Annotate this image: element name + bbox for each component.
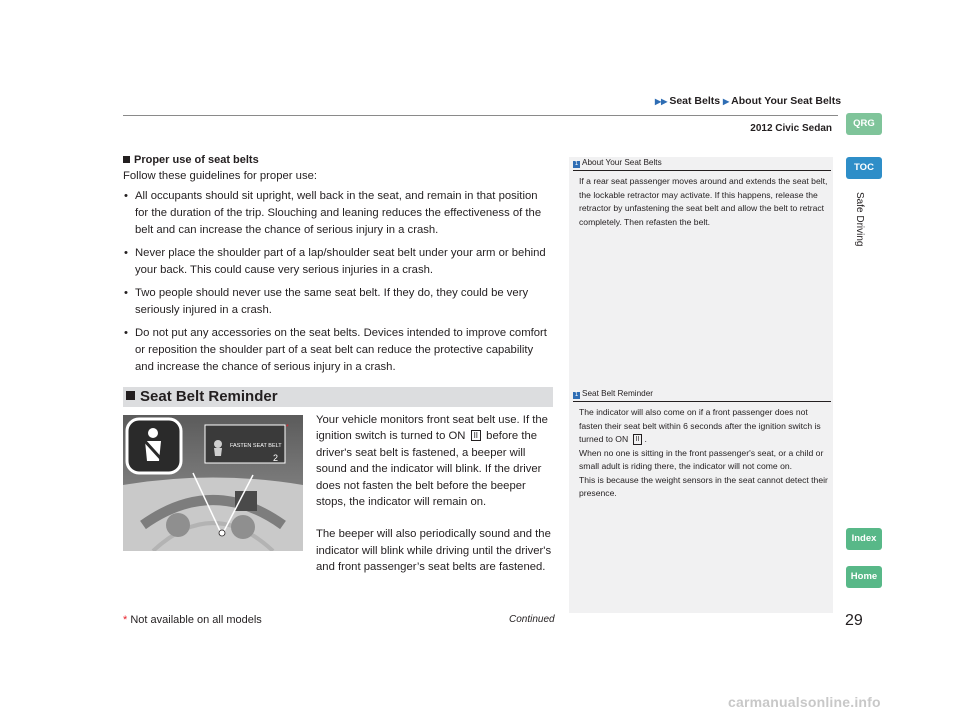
reminder-paragraph: The beeper will also periodically sound and the indicator will blink while driving until the driver's and front passenger’s seat belts are fastened. [316, 528, 552, 574]
breadcrumb-item[interactable]: About Your Seat Belts [731, 95, 842, 107]
note-icon: 1 [574, 161, 579, 167]
note-body: If a rear seat passenger moves around and extends the seat belt, the lockable retractor may activate. If this happens, release the retractor by unfastening the seat belt and allow the belt to retract completely. Then refasten the belt. [579, 176, 828, 227]
note-title: 1 Seat Belt Reminder [574, 389, 653, 398]
header-divider [123, 115, 838, 116]
section-heading: Seat Belt Reminder [126, 388, 278, 405]
list-item: • Never place the shoulder part of a lap/shoulder seat belt under your arm or behind your back. This could cause very serious injuries in a crash. [124, 247, 546, 276]
svg-text:2: 2 [273, 453, 279, 463]
section-label: Safe Driving [854, 192, 865, 247]
note-divider [573, 401, 831, 402]
index-tab[interactable]: Index [846, 528, 882, 550]
list-item: • Two people should never use the same seat belt. If they do, they could be very seriously injured in a crash. [124, 287, 529, 316]
page-number: 29 [845, 612, 863, 629]
square-bullet-icon [126, 391, 135, 400]
chevron-right-icon: ▶▶ [655, 97, 668, 106]
note-about-seat-belts [573, 158, 831, 229]
breadcrumb [655, 95, 841, 107]
note-divider [573, 170, 831, 171]
square-bullet-icon [123, 156, 130, 163]
breadcrumb-item[interactable]: Seat Belts [669, 95, 721, 107]
toc-tab[interactable]: TOC [846, 157, 882, 179]
note-body: The indicator will also come on if a front passenger does not fasten their seat belt within 6 seconds after the ignition switch is turned to ON II . When no one is sitting in the front passenger's seat, or a child or small adult is riding there, the indicator will not come on. This is because the weight sensors in the seat cannot detect their presence. [579, 407, 828, 498]
chevron-right-icon: ▶ [723, 97, 730, 106]
continued-label: Continued [509, 614, 555, 625]
home-tab[interactable]: Home [846, 566, 882, 588]
reminder-text [316, 412, 554, 592]
note-icon: 1 [574, 392, 579, 398]
svg-text:*: * [286, 424, 289, 431]
ignition-ii-icon: II [633, 434, 643, 445]
intro-text: Follow these guidelines for proper use: [123, 170, 318, 182]
ignition-ii-icon: II [471, 430, 481, 441]
seat-belt-indicator-illustration [123, 415, 303, 551]
watermark: carmanualsonline.info [728, 694, 881, 710]
reminder-paragraph: Your vehicle monitors front seat belt use. If the ignition switch is turned to ON II before the driver's seat belt is fastened, a beeper will sound and the indicator will blink. If the driver does not fasten the belt before the beeper stops, the indicator will remain on. [316, 414, 548, 509]
qrg-tab[interactable]: QRG [846, 113, 882, 135]
model-name: 2012 Civic Sedan [750, 123, 832, 134]
fasten-seat-belt-display: FASTEN SEAT BELT [230, 443, 282, 449]
list-item: • All occupants should sit upright, well back in the seat, and remain in that position for the duration of the trip. Slouching and leaning reduces the effectiveness of the belt and can increase the chance of serious injury in a crash. [124, 190, 542, 236]
footnote: * Not available on all models [123, 614, 262, 626]
subheading: Proper use of seat belts [123, 154, 259, 166]
note-title: 1 About Your Seat Belts [574, 158, 662, 167]
list-item: • Do not put any accessories on the seat belts. Devices intended to improve comfort or reposition the shoulder part of a seat belt can reduce the protective capability and increase the chance of serious injury in a crash. [124, 327, 547, 373]
note-seat-belt-reminder [573, 389, 831, 501]
dashboard-illustration [123, 415, 303, 551]
guideline-list [123, 188, 553, 382]
